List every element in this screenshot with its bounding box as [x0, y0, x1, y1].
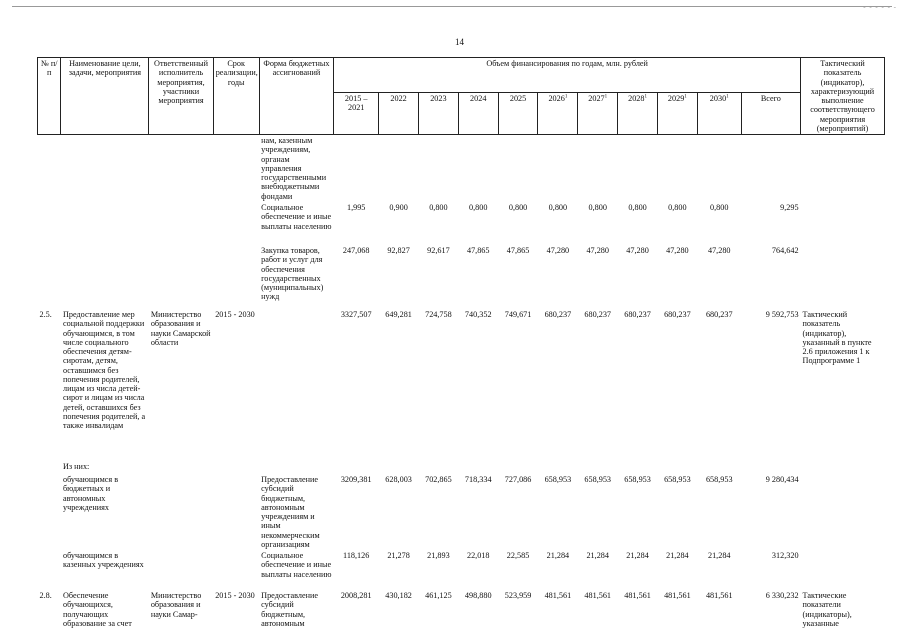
row-value: 523,959 — [504, 591, 532, 601]
table-row — [38, 309, 885, 461]
row-executor — [149, 202, 213, 245]
row-value: 481,561 — [664, 591, 691, 601]
header-year-label: Всего — [760, 94, 781, 104]
row-index: 2.8. — [39, 591, 52, 601]
row-form: Социальное обеспечение и иные выплаты населению — [261, 202, 332, 231]
row-value: 724,758 — [425, 309, 452, 319]
row-executor — [149, 461, 213, 474]
row-value: 2008,281 — [340, 591, 372, 601]
table-row — [38, 550, 885, 590]
row-value — [379, 461, 419, 474]
row-value: 0,900 — [389, 202, 408, 212]
row-value — [618, 135, 658, 202]
row-indicator: Тактический показатель (индикатор), указанный в пункте 2.6 приложения 1 к Подпрограмме 1 — [802, 309, 872, 366]
row-value — [379, 135, 419, 202]
header-year — [379, 93, 419, 135]
row-value: 0,800 — [548, 202, 568, 212]
row-total — [741, 135, 800, 202]
row-value: 628,003 — [385, 474, 412, 484]
header-year — [418, 93, 458, 135]
header-year-label: 2015 – 2021 — [344, 94, 368, 113]
row-value: 658,953 — [624, 474, 651, 484]
row-value: 21,284 — [546, 551, 570, 561]
header-year-label: 2027 — [588, 94, 605, 104]
header-year — [741, 93, 800, 135]
row-value: 680,237 — [584, 309, 612, 319]
row-value — [334, 135, 379, 202]
row-total — [741, 461, 800, 474]
row-value: 718,334 — [464, 474, 492, 484]
row-term — [213, 202, 259, 245]
row-value: 498,880 — [464, 591, 492, 601]
row-value: 727,086 — [504, 474, 532, 484]
row-value: 680,237 — [664, 309, 691, 319]
footnote-marker: 1 — [564, 94, 568, 100]
row-value: 92,827 — [387, 245, 410, 255]
header-indicator: Тактический показатель (индикатор), характеризующий выполнение соответствующего мероприятия (мероприятий) — [801, 58, 885, 135]
row-executor — [149, 135, 213, 202]
header-form: Форма бюджетных ассигнований — [259, 58, 334, 135]
footnote-marker: 1 — [644, 94, 647, 100]
row-executor — [149, 550, 213, 590]
row-value: 47,865 — [466, 245, 490, 255]
row-value — [334, 461, 379, 474]
row-value: 481,561 — [584, 591, 612, 601]
header-year-label: 2028 — [628, 94, 645, 104]
row-value — [578, 135, 618, 202]
row-value: 658,953 — [664, 474, 691, 484]
row-value: 680,237 — [705, 309, 733, 319]
row-index: 2.5. — [39, 309, 52, 319]
financing-table — [37, 57, 885, 634]
header-year — [578, 93, 618, 135]
header-executor: Ответственный исполнитель мероприятия, участники мероприятия — [149, 58, 213, 135]
row-value: 481,561 — [624, 591, 651, 601]
row-indicator — [801, 474, 885, 550]
row-executor — [149, 245, 213, 309]
header-term: Срок реализации, годы — [213, 58, 259, 135]
row-value — [657, 135, 697, 202]
row-value: 47,280 — [546, 245, 570, 255]
row-value — [618, 461, 658, 474]
row-form: Предоставление субсидий бюджетным, автономным — [261, 591, 318, 628]
row-value — [498, 461, 538, 474]
row-indicator: Тактические показатели (индикаторы), указанные — [802, 591, 852, 628]
row-value — [498, 135, 538, 202]
row-value: 0,800 — [429, 202, 448, 212]
row-value: 680,237 — [624, 309, 651, 319]
row-form — [259, 461, 334, 474]
header-year-label: 2030 — [709, 94, 727, 104]
row-value — [538, 461, 578, 474]
row-index — [38, 245, 61, 309]
row-value: 0,800 — [628, 202, 647, 212]
header-num: № п/п — [38, 58, 61, 135]
row-value: 47,280 — [586, 245, 609, 255]
row-value: 21,278 — [387, 551, 410, 561]
row-value: 247,068 — [342, 245, 370, 255]
row-value: 481,561 — [544, 591, 572, 601]
row-executor: Министерство образования и науки Самарской области — [150, 309, 211, 347]
row-form: Предоставление субсидий бюджетным, автономным учреждениям и иным некоммерческим организациям — [261, 474, 320, 549]
row-indicator — [801, 245, 885, 309]
row-value: 21,284 — [626, 551, 649, 561]
table-row — [38, 590, 885, 634]
table-row — [38, 135, 885, 202]
row-indicator — [801, 135, 885, 202]
row-index — [38, 461, 61, 474]
row-value: 649,281 — [385, 309, 412, 319]
row-name: Предоставление мер социальной поддержки обучающимся, в том числе социального обеспечения детям-сиротам, детям, оставшимся без попечения родителей, лицам из числа детей-сирот и лицам из числа детей, оставшихся без попечения родителей, а также инвалидам — [62, 309, 146, 431]
header-year-label: 2025 — [509, 94, 527, 104]
row-indicator — [801, 202, 885, 245]
row-value — [697, 461, 741, 474]
header-year-label: 2026 — [548, 94, 565, 104]
row-value — [418, 135, 458, 202]
header-year — [334, 93, 379, 135]
row-value: 680,237 — [544, 309, 572, 319]
header-year — [538, 93, 578, 135]
row-value: 118,126 — [343, 551, 370, 561]
row-term: 2015 - 2030 — [215, 309, 255, 319]
row-value: 430,182 — [385, 591, 412, 601]
row-value: 1,995 — [346, 202, 366, 212]
row-value — [697, 135, 741, 202]
row-value: 47,280 — [666, 245, 689, 255]
row-total: 9 280,434 — [765, 474, 799, 484]
footnote-marker: 1 — [726, 94, 729, 100]
row-value: 3209,381 — [340, 474, 372, 484]
table-row — [38, 474, 885, 550]
header-funding: Объем финансирования по годам, млн. рублей — [334, 58, 801, 93]
page-number: 14 — [455, 37, 464, 47]
row-total: 764,642 — [771, 245, 799, 255]
row-value: 658,953 — [584, 474, 612, 484]
row-value: 0,800 — [668, 202, 687, 212]
row-indicator — [801, 461, 885, 474]
row-total: 9 592,753 — [765, 309, 799, 319]
row-name — [61, 245, 149, 309]
row-value: 658,953 — [705, 474, 733, 484]
row-index — [38, 202, 61, 245]
table-row — [38, 461, 885, 474]
row-total: 6 330,232 — [765, 591, 799, 601]
header-year — [657, 93, 697, 135]
footnote-marker: 1 — [604, 94, 608, 100]
row-name: Из них: — [62, 461, 90, 471]
row-value — [418, 461, 458, 474]
row-value: 21,893 — [427, 551, 450, 561]
row-term — [213, 550, 259, 590]
header-year — [697, 93, 741, 135]
row-form: Социальное обеспечение и иные выплаты населению — [261, 551, 332, 579]
row-name — [61, 135, 149, 202]
header-year-label: 2022 — [390, 94, 407, 104]
row-value: 0,800 — [508, 202, 528, 212]
header-year-label: 2029 — [667, 94, 685, 104]
row-executor — [149, 474, 213, 550]
row-value: 22,585 — [506, 551, 530, 561]
row-index — [38, 474, 61, 550]
row-form — [259, 309, 334, 461]
row-value: 658,953 — [544, 474, 572, 484]
row-index — [38, 135, 61, 202]
footnote-marker: 1 — [684, 94, 687, 100]
row-name: обучающимся в казенных учреждениях — [62, 551, 144, 570]
table-row — [38, 202, 885, 245]
row-term — [213, 474, 259, 550]
header-year — [458, 93, 498, 135]
row-value: 702,865 — [425, 474, 452, 484]
row-value — [538, 135, 578, 202]
row-value: 22,018 — [466, 551, 490, 561]
row-index — [38, 550, 61, 590]
corner-mark: - - - - - - — [863, 3, 897, 11]
row-value: 47,280 — [626, 245, 649, 255]
header-year-label: 2023 — [430, 94, 447, 104]
top-rule — [12, 6, 892, 7]
row-total: 9,295 — [780, 202, 799, 212]
row-value — [458, 135, 498, 202]
header-year-label: 2024 — [470, 94, 487, 104]
row-form: Закупка товаров, работ и услуг для обеспечения государственных (муниципальных) нужд — [261, 245, 324, 302]
row-name: Обеспечение обучающихся, получающих образование за счет — [62, 591, 132, 628]
row-term — [213, 245, 259, 309]
row-name: обучающимся в бюджетных и автономных учреждениях — [62, 474, 119, 512]
row-value: 21,284 — [586, 551, 609, 561]
row-value: 749,671 — [504, 309, 532, 319]
row-value: 461,125 — [425, 591, 452, 601]
row-term — [213, 135, 259, 202]
header-year — [498, 93, 538, 135]
row-term: 2015 - 2030 — [215, 591, 255, 601]
row-value: 0,800 — [469, 202, 488, 212]
row-value — [458, 461, 498, 474]
row-term — [213, 461, 259, 474]
row-value: 0,800 — [710, 202, 729, 212]
row-value: 92,617 — [427, 245, 450, 255]
row-value: 47,280 — [707, 245, 731, 255]
row-value: 47,865 — [506, 245, 530, 255]
row-value: 3327,507 — [340, 309, 372, 319]
row-total: 312,320 — [771, 551, 799, 561]
row-name — [61, 202, 149, 245]
row-value: 481,561 — [705, 591, 733, 601]
row-value: 21,284 — [666, 551, 689, 561]
header-year — [618, 93, 658, 135]
row-value — [578, 461, 618, 474]
row-value — [657, 461, 697, 474]
row-value: 740,352 — [464, 309, 492, 319]
row-value: 21,284 — [707, 551, 731, 561]
row-executor: Министерство образования и науки Самар- — [150, 591, 202, 619]
header-name: Наименование цели, задачи, мероприятия — [61, 58, 149, 135]
table-row — [38, 245, 885, 309]
row-form: нам, казенным учреждениям, органам управления государственными внебюджетными фондами — [261, 136, 327, 201]
row-value: 0,800 — [588, 202, 607, 212]
row-indicator — [801, 550, 885, 590]
